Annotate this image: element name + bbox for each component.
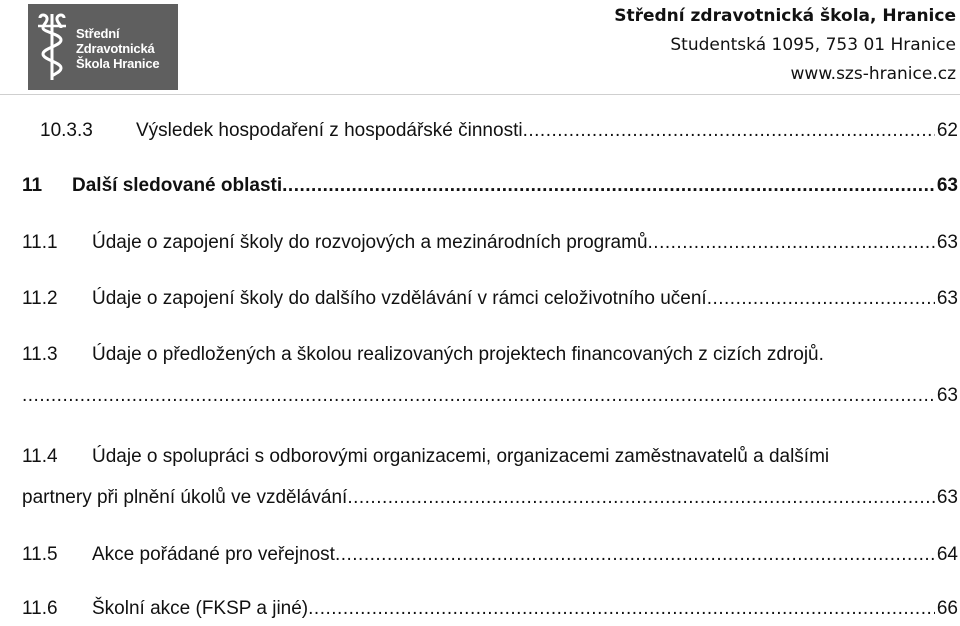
toc-leader <box>22 384 935 408</box>
toc-number: 11 <box>22 175 43 196</box>
logo-line-1: Střední <box>76 26 120 41</box>
toc-title: Údaje o předložených a školou realizovaných projektech financovaných z cizích zdrojů. <box>92 344 824 365</box>
toc-title: Údaje o spolupráci s odborovými organizacemi, organizacemi zaměstnavatelů a dalšími <box>92 446 830 467</box>
toc-leader <box>347 486 935 510</box>
toc-title: Údaje o zapojení školy do dalšího vzdělávání v rámci celoživotního učení <box>92 288 707 309</box>
toc-entry-10-3-3[interactable] <box>22 119 958 143</box>
toc-leader <box>648 231 935 255</box>
school-address: Studentská 1095, 753 01 Hranice <box>670 35 956 55</box>
toc-number: 11.1 <box>22 232 58 253</box>
toc-leader <box>707 287 935 311</box>
toc-title: Údaje o zapojení školy do rozvojových a mezinárodních programů <box>92 232 648 253</box>
toc-entry-11-4[interactable] <box>22 445 958 510</box>
toc-title: Školní akce (FKSP a jiné) <box>92 598 309 619</box>
toc-title: Další sledované oblasti <box>72 175 283 196</box>
toc-title-continued: partnery při plnění úkolů ve vzdělávání <box>22 487 348 508</box>
toc-leader <box>282 174 935 198</box>
caduceus-icon <box>34 12 70 82</box>
toc-entry-11-6[interactable] <box>22 597 958 621</box>
toc-entry-11-3[interactable] <box>22 343 958 408</box>
toc-page: 63 <box>936 288 958 309</box>
school-name: Střední zdravotnická škola, Hranice <box>614 6 956 26</box>
toc-number: 11.4 <box>22 446 58 467</box>
toc-page: 63 <box>936 385 958 406</box>
toc-number: 11.2 <box>22 288 58 309</box>
toc-title: Výsledek hospodaření z hospodářské činnosti <box>136 120 523 141</box>
toc-page: 64 <box>936 544 958 565</box>
toc-number: 11.3 <box>22 344 58 365</box>
toc-number: 11.6 <box>22 598 58 619</box>
toc-entry-11-1[interactable] <box>22 231 958 255</box>
logo-line-2: Zdravotnická <box>76 41 155 56</box>
toc-leader <box>523 119 935 143</box>
toc-number: 11.5 <box>22 544 58 565</box>
toc-title: Akce pořádané pro veřejnost <box>92 544 335 565</box>
toc-page: 63 <box>936 232 958 253</box>
logo-wordmark <box>76 26 159 71</box>
toc-entry-11-5[interactable] <box>22 543 958 567</box>
toc-leader <box>335 543 935 567</box>
school-logo <box>28 4 178 90</box>
toc-page: 63 <box>936 487 958 508</box>
toc-page: 62 <box>936 120 958 141</box>
toc-page: 66 <box>936 598 958 619</box>
page-header <box>0 0 960 96</box>
toc-leader <box>308 597 935 621</box>
school-website[interactable]: www.szs-hranice.cz <box>790 64 956 84</box>
toc-number: 10.3.3 <box>40 120 93 141</box>
header-divider <box>0 94 960 95</box>
toc-entry-11[interactable] <box>22 174 958 198</box>
logo-line-3: Škola Hranice <box>76 56 160 71</box>
school-info <box>614 2 956 89</box>
toc-page: 63 <box>936 175 958 196</box>
toc-entry-11-2[interactable] <box>22 287 958 311</box>
